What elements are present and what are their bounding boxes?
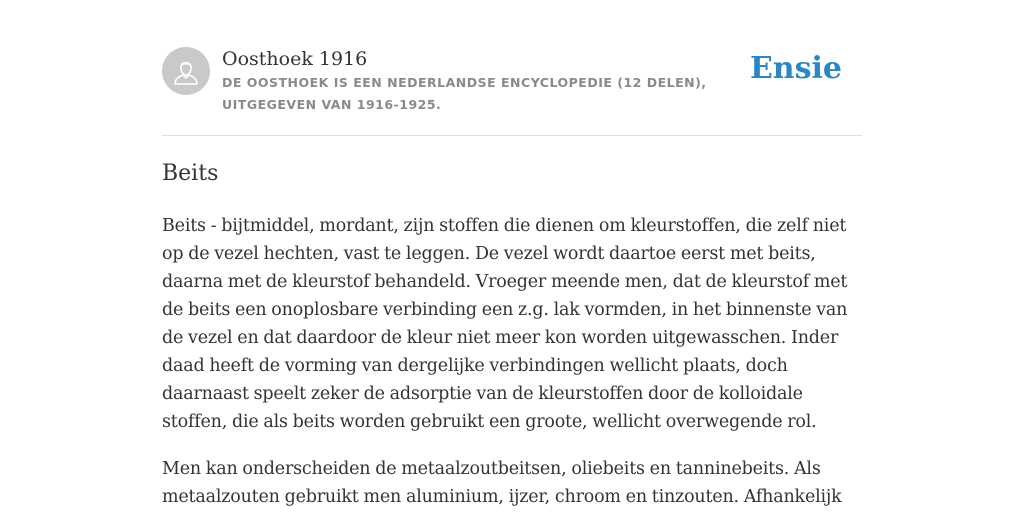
source-title[interactable]: Oosthoek 1916 <box>222 48 368 70</box>
ensie-logo[interactable]: Ensie <box>749 51 842 86</box>
source-description: DE OOSTHOEK IS EEN NEDERLANDSE ENCYCLOPEDIE (12 DELEN), UITGEGEVEN VAN 1916-1925. <box>222 75 707 112</box>
article-paragraph: Beits - bijtmiddel, mordant, zijn stoffen die dienen om kleurstoffen, die zelf niet op de vezel hechten, vast te leggen. De vezel wordt daartoe eerst met beits, daarna met de kleurstof behandeld. Vroeger meende men, dat de kleurstof met de beits een onoplosbare verbinding een z.g. lak vormden, in het binnenste van de vezel en dat daardoor de kleur niet meer kon worden uitgewasschen. Inder daad heeft de vorming van dergelijke verbindingen wellicht plaats, doch daarnaast speelt zeker de adsorptie van de kleurstoffen door de kolloidale stoffen, die als beits worden gebruikt een groote, wellicht overwegende rol. <box>162 216 848 432</box>
user-icon[interactable] <box>162 47 210 95</box>
source-header <box>162 47 862 135</box>
article-body <box>162 212 862 512</box>
header-divider <box>162 135 862 136</box>
article-title: Beits <box>162 161 219 186</box>
article-paragraph: Men kan onderscheiden de metaalzoutbeitsen, oliebeits en tanninebeits. Als metaalzouten gebruikt men aluminium, ijzer, chroom en tinzouten. Afhankelijk <box>162 459 842 507</box>
